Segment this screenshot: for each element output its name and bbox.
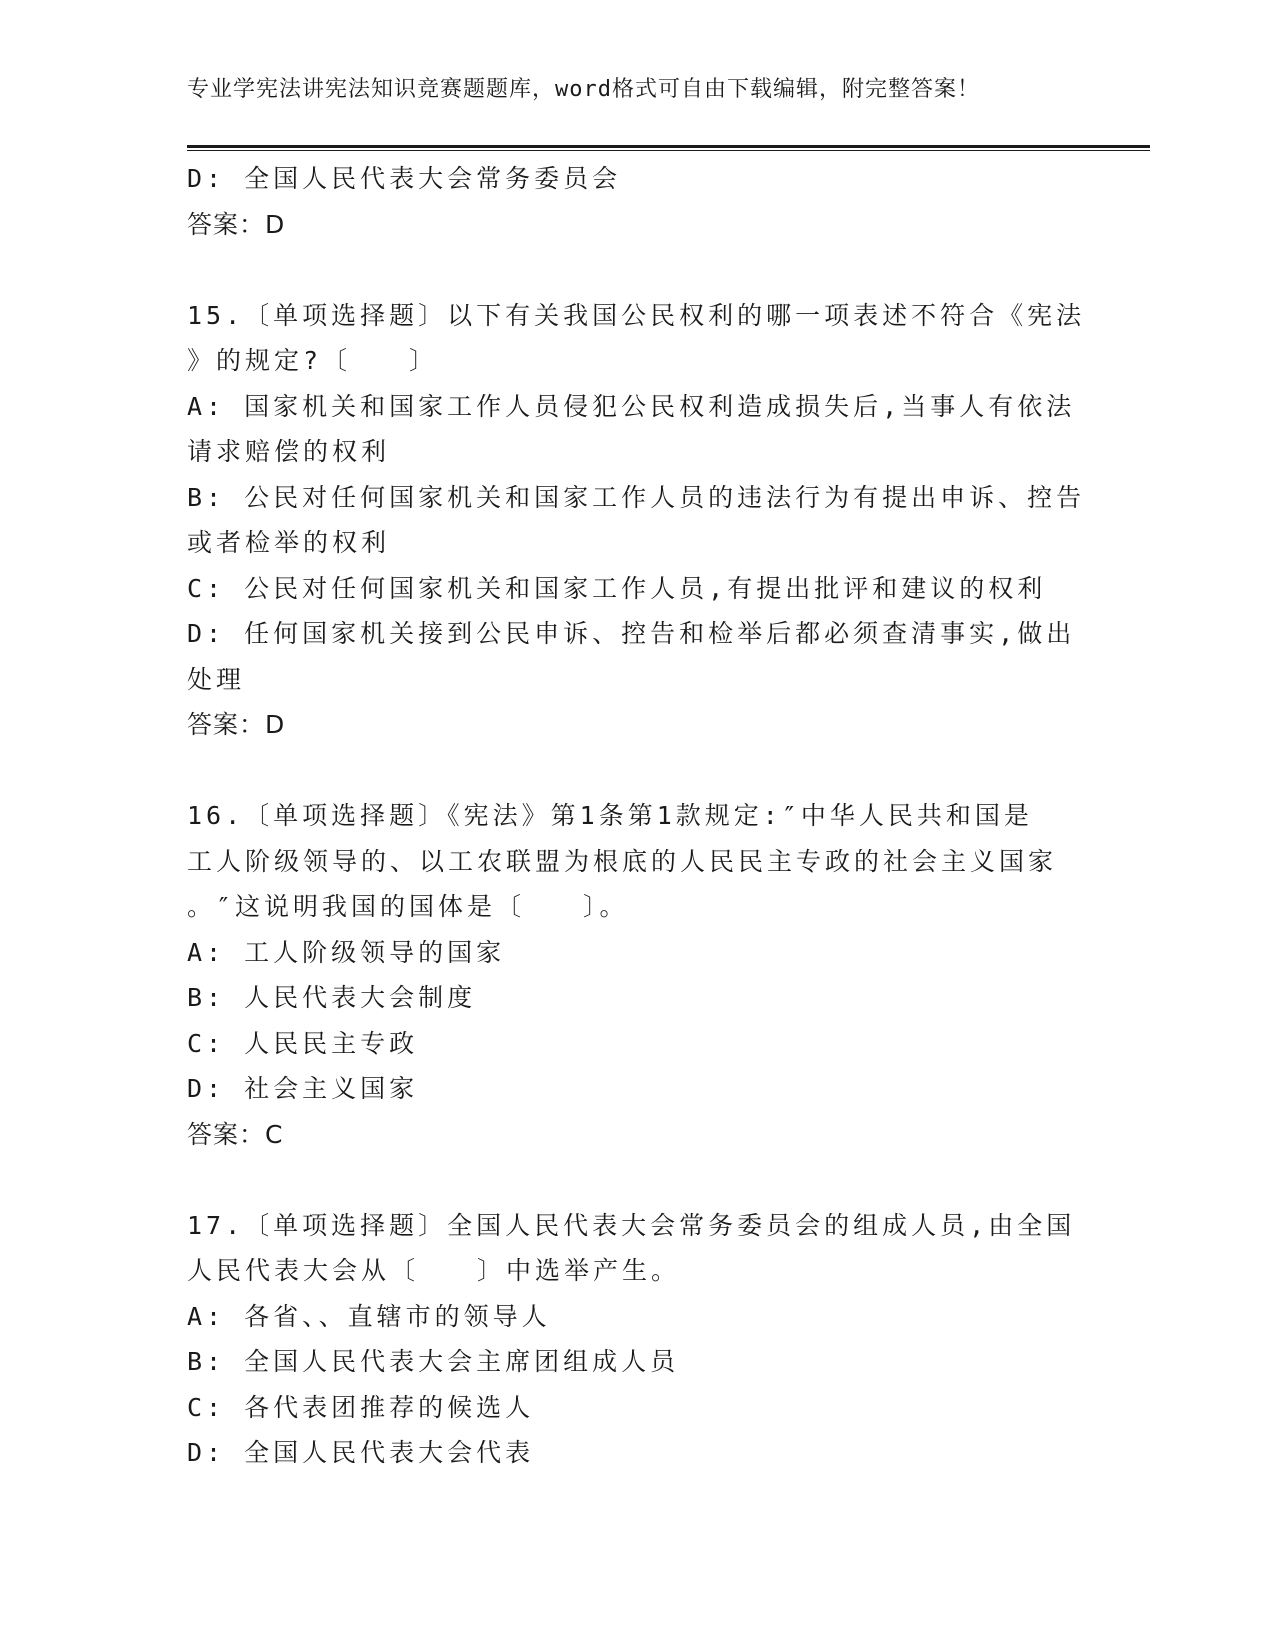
question-block [187,793,1087,1157]
option-line: 处理 [187,664,246,694]
question-block [187,293,1087,748]
option-line: C: 各代表团推荐的候选人 [187,1392,535,1422]
block-spacer [187,748,1087,794]
answer-line: 答案：C [187,1119,284,1149]
question-stem: 人民代表大会从〔 〕中选举产生。 [187,1256,681,1285]
option-line: C: 人民民主专政 [187,1028,419,1058]
header-divider [187,145,1150,151]
option-line: A: 各省、、直辖市的领导人 [187,1301,551,1331]
block-spacer [187,1157,1087,1203]
question-stem: 》的规定?〔 〕 [187,346,439,375]
option-line: D: 社会主义国家 [187,1074,419,1103]
option-line: 或者检举的权利 [187,528,391,557]
question-stem: 工人阶级领导的、以工农联盟为根底的人民民主专政的社会主义国家 [187,846,1058,876]
option-line: A: 国家机关和国家工作人员侵犯公民权利造成损失后,当事人有依法 [187,391,1076,421]
question-stem: 15.〔单项选择题〕以下有关我国公民权利的哪一项表述不符合《宪法 [187,300,1086,330]
answer-line: 答案：D [187,209,286,239]
option-line: D: 全国人民代表大会代表 [187,1438,535,1467]
option-line: B: 公民对任何国家机关和国家工作人员的违法行为有提出申诉、控告 [187,482,1086,512]
question-block [187,1203,1087,1476]
option-line: A: 工人阶级领导的国家 [187,937,506,967]
option-line: C: 公民对任何国家机关和国家工作人员,有提出批评和建议的权利 [187,573,1047,603]
option-line: B: 全国人民代表大会主席团组成人员 [187,1347,680,1376]
page-header: 专业学宪法讲宪法知识竞赛题题库，word格式可自由下载编辑，附完整答案！ [187,77,980,102]
option-line: 请求赔偿的权利 [187,437,391,466]
answer-line: 答案：D [187,710,286,739]
question-stem: 。″这说明我国的国体是〔 〕。 [187,892,629,921]
option-line: D: 任何国家机关接到公民申诉、控告和检举后都必须查清事实,做出 [187,619,1076,648]
option-line: D: 全国人民代表大会常务委员会 [187,164,622,193]
block-spacer [187,247,1087,293]
question-stem: 17.〔单项选择题〕全国人民代表大会常务委员会的组成人员,由全国 [187,1210,1076,1240]
option-line: B: 人民代表大会制度 [187,983,477,1012]
question-block [187,156,1087,247]
question-stem: 16.〔单项选择题〕《宪法》第1条第1款规定:″中华人民共和国是 [187,801,1033,830]
question-list [187,156,1087,1476]
